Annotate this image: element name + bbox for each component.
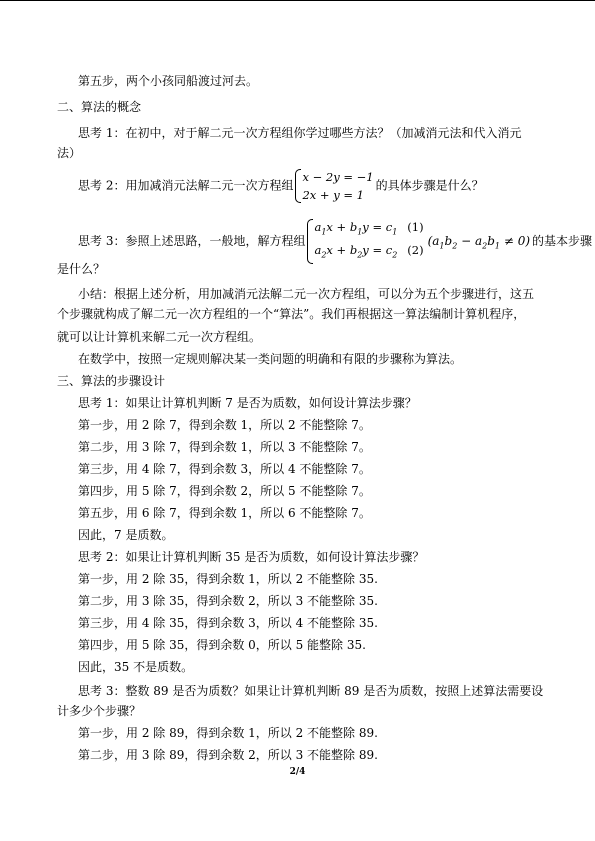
equation-row: 2x + y = 1 [302,188,364,202]
summary-line: 就可以让计算机来解二元一次方程组。 [57,330,262,344]
think-2-suffix: 的具体步骤是什么？ [375,178,484,193]
step-line: 第三步，用 4 除 35，得到余数 3，所以 4 不能整除 35. [78,616,378,630]
think-3-text: 思考 3：参照上述思路，一般地，解方程组 [78,233,306,248]
paragraph-line: 思考 2：如果让计算机判断 35 是否为质数，如何设计算法步骤？ [78,550,425,564]
summary-line: 小结：根据上述分析，用加减消元法解二元一次方程组，可以分为五个步骤进行，这五 [78,287,535,301]
paragraph-line: 思考 3：整数 89 是否为质数？如果让计算机判断 89 是否为质数，按照上述算法需要设 [78,684,544,698]
conclusion-line: 因此，7 是质数。 [78,528,174,542]
think-2-line [78,168,484,204]
equation-row: $a_2x + b_2y = c_2$ (2) [314,243,424,260]
conclusion-line: 因此，35 不是质数。 [78,660,194,674]
step-line: 第二步，用 3 除 89，得到余数 2，所以 3 不能整除 89. [78,748,378,762]
step-line: 第二步，用 3 除 35，得到余数 2，所以 3 不能整除 35. [78,594,378,608]
determinant-condition: $(a_1b_2 - a_2b_1 \ne 0)$ [427,233,531,251]
step-line: 第五步，用 6 除 7，得到余数 1，所以 6 不能整除 7。 [78,506,371,520]
paragraph-line: 计多少个步骤？ [57,704,142,718]
header-rule [0,0,595,1]
equation-row: x − 2y = −1 [302,170,374,184]
step-line: 第三步，用 4 除 7，得到余数 3，所以 4 不能整除 7。 [78,462,371,476]
paragraph-line: 法） [57,146,82,160]
brace-icon [295,169,301,203]
section-heading: 二、算法的概念 [57,100,142,114]
equation-system-1 [295,168,373,204]
summary-line: 个步骤就构成了解二元一次方程组的一个“算法”。我们再根据这一算法编制计算机程序， [57,307,526,321]
step-line: 第四步，用 5 除 7，得到余数 2，所以 5 不能整除 7。 [78,484,371,498]
section-heading: 三、算法的步骤设计 [57,374,166,388]
think-3-suffix: 的基本步骤 [532,233,593,248]
step-line: 第二步，用 3 除 7，得到余数 1，所以 3 不能整除 7。 [78,440,371,454]
paragraph-line: 第五步，两个小孩同船渡过河去。 [78,74,259,88]
step-line: 第一步，用 2 除 7，得到余数 1，所以 2 不能整除 7。 [78,418,371,432]
paragraph-line: 是什么？ [57,262,106,276]
page-number: 2/4 [289,767,306,777]
step-line: 第一步，用 2 除 35，得到余数 1，所以 2 不能整除 35. [78,572,378,586]
definition-line: 在数学中，按照一定规则解决某一类问题的明确和有限的步骤称为算法。 [78,352,463,366]
brace-icon [307,219,313,264]
paragraph-line: 思考 1：如果让计算机判断 7 是否为质数，如何设计算法步骤？ [78,396,417,410]
think-2-text: 思考 2：用加减消元法解二元一次方程组 [78,178,294,193]
step-line: 第四步，用 5 除 35，得到余数 0，所以 5 能整除 35. [78,638,366,652]
equation-system-2 [307,218,423,265]
step-line: 第一步，用 2 除 89，得到余数 1，所以 2 不能整除 89. [78,726,378,740]
equation-row: $a_1x + b_1y = c_1$ (1) [314,220,424,237]
paragraph-line: 思考 1：在初中，对于解二元一次方程组你学过哪些方法？（加减消元法和代入消元 [78,126,522,140]
think-3-line [78,218,592,265]
